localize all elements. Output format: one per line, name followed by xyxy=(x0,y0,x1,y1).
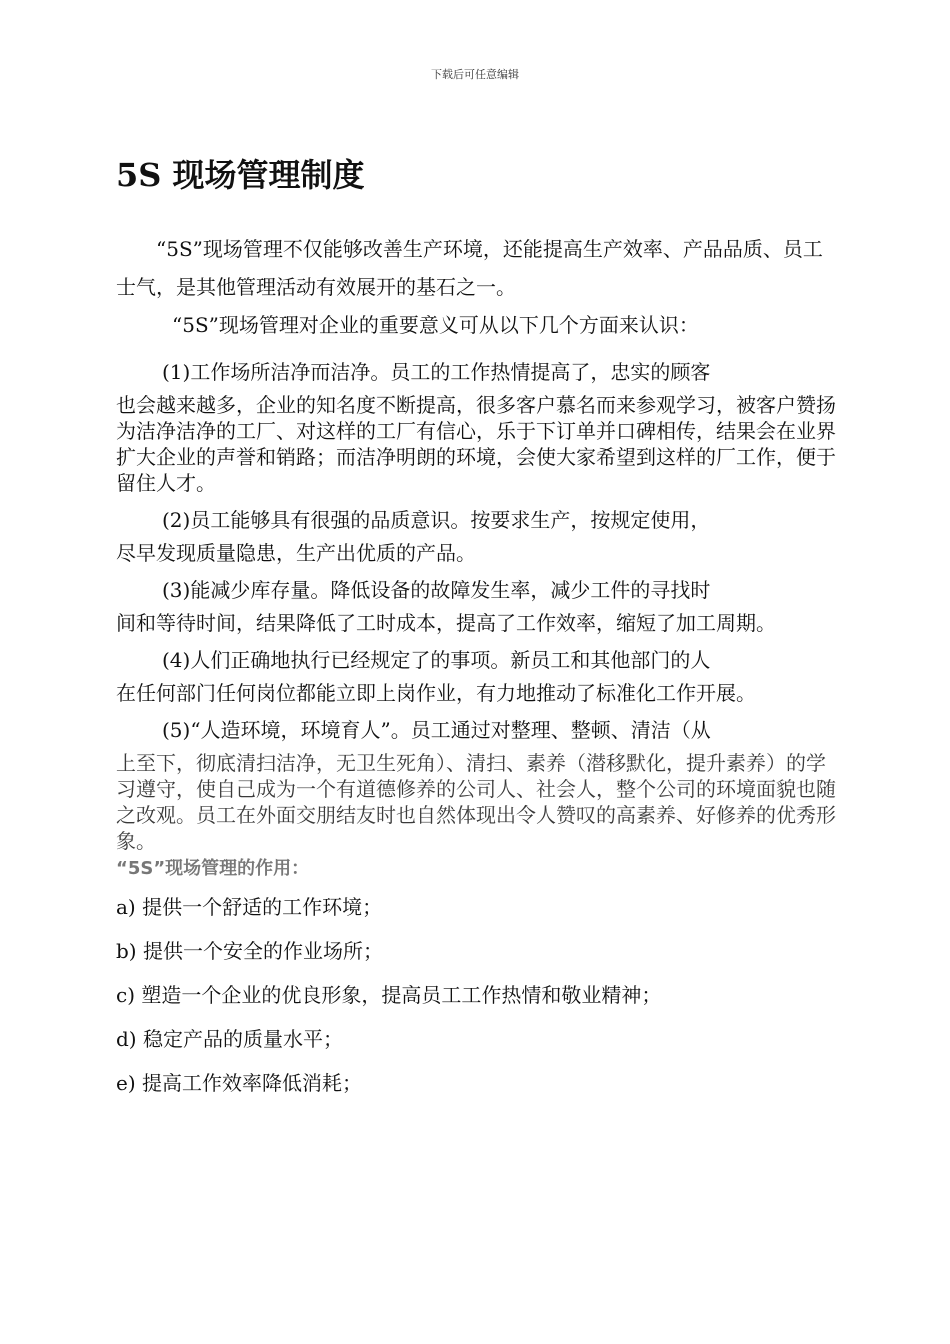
intro-paragraph: “5S”现场管理对企业的重要意义可从以下几个方面来认识： xyxy=(172,313,699,337)
document-title: 5S 现场管理制度 xyxy=(116,156,365,194)
point-first-line: (4)人们正确地执行已经规定了的事项。新员工和其他部门的人 xyxy=(162,648,711,672)
point-item xyxy=(116,640,842,706)
point-first-line: (2)员工能够具有很强的品质意识。按要求生产，按规定使用， xyxy=(162,508,711,532)
point-text: 尽早发现质量隐患，生产出优质的产品。 xyxy=(116,541,476,565)
effect-item: a) 提供一个舒适的工作环境； xyxy=(116,895,383,919)
intro-paragraph: “5S”现场管理不仅能够改善生产环境，还能提高生产效率、产品品质、员工士气，是其他管理活动有效展开的基石之一。 xyxy=(116,237,823,299)
effect-item: b) 提供一个安全的作业场所； xyxy=(116,939,383,963)
point-first-line: (5)“人造环境，环境育人”。员工通过对整理、整顿、清洁（从 xyxy=(162,718,711,742)
point-item xyxy=(116,352,842,496)
point-item xyxy=(116,710,842,854)
effect-item: d) 稳定产品的质量水平； xyxy=(116,1027,343,1051)
point-item xyxy=(116,500,842,566)
point-first-line: (3)能减少库存量。降低设备的故障发生率，减少工件的寻找时 xyxy=(162,578,711,602)
point-text: 在任何部门任何岗位都能立即上岗作业，有力地推动了标准化工作开展。 xyxy=(116,681,756,705)
point-text: 也会越来越多，企业的知名度不断提高，很多客户慕名而来参观学习，被客户赞扬为洁净洁净的工厂、对这样的工厂有信心，乐于下订单并口碑相传，结果会在业界扩大企业的声誉和销路；而洁净明朗的环境，会使大家希望到这样的厂工作，便于留住人才。 xyxy=(116,393,836,495)
effect-item: e) 提高工作效率降低消耗； xyxy=(116,1071,362,1095)
point-text: 间和等待时间，结果降低了工时成本，提高了工作效率，缩短了加工周期。 xyxy=(116,611,776,635)
point-first-line: (1)工作场所洁净而洁净。员工的工作热情提高了，忠实的顾客 xyxy=(162,360,711,384)
document-body xyxy=(116,230,842,1096)
point-text: 上至下，彻底清扫洁净，无卫生死角）、清扫、素养（潜移默化，提升素养）的学习遵守，使自己成为一个有道德修养的公司人、社会人，整个公司的环境面貌也随之改观。员工在外面交朋结友时也自然体现出令人赞叹的高素养、好修养的优秀形象。 xyxy=(116,751,836,853)
point-item xyxy=(116,570,842,636)
effect-item: c) 塑造一个企业的优良形象，提高员工工作热情和敬业精神； xyxy=(116,983,662,1007)
header-note: 下载后可任意编辑 xyxy=(431,68,519,81)
effects-heading: “5S”现场管理的作用： xyxy=(116,858,310,879)
